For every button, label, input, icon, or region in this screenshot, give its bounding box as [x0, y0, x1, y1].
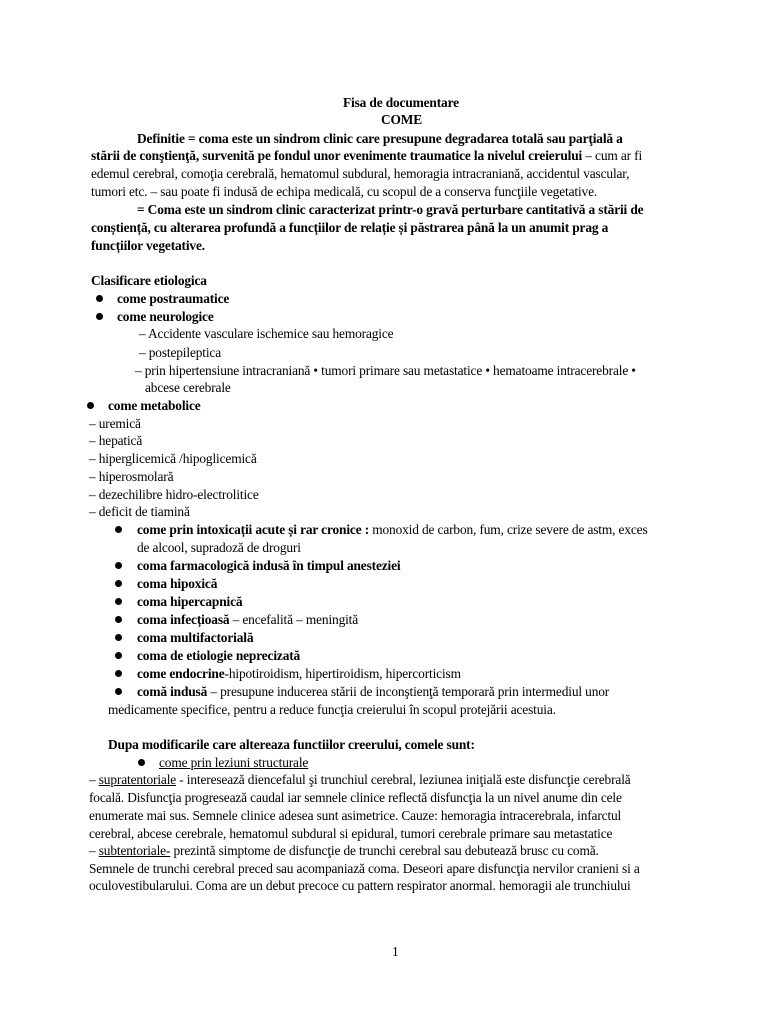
neuro-subitem-1: – Accidente vasculare ischemice sau hemoragice: [139, 326, 394, 341]
meta-subitem-1: – uremică: [89, 416, 141, 431]
item-leziuni-structurale: come prin leziuni structurale: [159, 755, 309, 770]
bullet-icon: [115, 652, 122, 659]
item-farmacologica: coma farmacologică indusă în timpul anesteziei: [137, 558, 401, 573]
subtentoriale-line-3: oculovestibularului. Coma are un debut precoce cu pattern respirator anormal. hemoragii ale trunchiului: [89, 878, 631, 893]
supratentoriale-line-4: cerebral, abcese cerebrale, hematomul subdural si epidural, tumori cerebrale primare sau metastatice: [89, 826, 613, 841]
item-endocrine: [137, 665, 461, 682]
definition-line-5: = Coma este un sindrom clinic caracterizat printr-o gravă perturbare cantitativă a stării de: [137, 202, 644, 217]
dash: –: [89, 843, 99, 858]
neuro-subitem-2: – postepileptica: [139, 345, 222, 360]
bullet-icon: [115, 562, 122, 569]
bullet-icon: [96, 295, 103, 302]
bullet-icon: [115, 598, 122, 605]
definition-line-7: funcțiilor vegetative.: [91, 238, 205, 253]
document-title: Fisa de documentare: [343, 95, 459, 110]
item-neprecizata: coma de etiologie neprecizată: [137, 648, 301, 663]
item-intoxicatii-bold: come prin intoxicații acute și rar cronice :: [137, 522, 370, 537]
meta-subitem-5: – dezechilibre hidro-electrolitice: [89, 487, 259, 502]
meta-subitem-6: – deficit de tiamină: [89, 504, 190, 519]
supratentoriale-line-1: [89, 771, 631, 788]
item-infectioasa: [137, 611, 358, 628]
definition-line-6: conștiență, cu alterarea profundă a funcțiilor de relație și păstrarea până la un anumit prag a: [91, 220, 609, 235]
meta-subitem-4: – hiperosmolară: [89, 469, 174, 484]
bullet-icon: [115, 616, 122, 623]
page-number: 1: [392, 944, 399, 959]
bullet-icon: [87, 402, 94, 409]
dash: –: [89, 772, 99, 787]
item-hipoxica: coma hipoxică: [137, 576, 218, 591]
subtentoriale-line-2: Semnele de trunchi cerebral preced sau acompaniază coma. Deseori apare disfuncţia nervilor cranieni si a: [89, 861, 640, 876]
neuro-subitem-4: abcese cerebrale: [145, 380, 231, 395]
bullet-icon: [138, 759, 145, 766]
item-intoxicatii-line-2: de alcool, supradoză de droguri: [137, 540, 301, 555]
item-indusa-line-2: medicamente specifice, pentru a reduce funcţia creierului în scopul protejării acestuia.: [108, 702, 556, 717]
term-subtentoriale: subtentoriale-: [98, 843, 171, 858]
neuro-subitem-3: – prin hipertensiune intracraniană • tumori primare sau metastatice • hematoame intracerebrale •: [135, 363, 636, 378]
item-indusa-bold: comă indusă: [137, 684, 208, 699]
item-endocrine-rest: -hipotiroidism, hipertiroidism, hipercorticism: [224, 666, 461, 681]
item-multifactoriala: coma multifactorială: [137, 630, 254, 645]
definition-line-3: edemul cerebral, comoţia cerebrală, hematomul subdural, hemoragia intracraniană, accidentul vascular,: [91, 166, 630, 181]
classification-heading: Clasificare etiologica: [91, 273, 207, 288]
definition-line-1: Definitie = coma este un sindrom clinic care presupune degradarea totală sau parţială a: [137, 131, 623, 146]
definition-line-2: [91, 147, 642, 164]
subtentoriale-text: prezintă simptome de disfuncţie de trunchi cerebral sau debutează brusc cu comă.: [170, 843, 599, 858]
document-subtitle: COME: [381, 112, 423, 127]
item-intoxicatii-rest: monoxid de carbon, fum, crize severe de astm, exces: [369, 522, 648, 537]
definition-line-4: tumori etc. – sau poate fi indusă de echipa medicală, cu scopul de a conserva funcţiile vegetative.: [91, 184, 598, 199]
item-infectioasa-rest: – encefalită – meningită: [229, 612, 359, 627]
bullet-icon: [115, 670, 122, 677]
supratentoriale-text: - interesează diencefalul şi trunchiul cerebral, leziunea iniţială este disfuncţie cerebrală: [176, 772, 631, 787]
item-metabolice: come metabolice: [108, 398, 201, 413]
bullet-icon: [115, 688, 122, 695]
section-heading-modificari: Dupa modificarile care altereaza functiilor creerului, comele sunt:: [108, 737, 475, 752]
definition-line-2-rest: – cum ar fi: [582, 148, 643, 163]
item-neurologice: come neurologice: [117, 309, 214, 324]
item-indusa-rest: – presupune inducerea stării de inconştienţă temporară prin intermediul unor: [207, 684, 610, 699]
item-indusa: [137, 683, 609, 700]
item-endocrine-bold: come endocrine: [137, 666, 225, 681]
term-supratentoriale: supratentoriale: [98, 772, 177, 787]
bullet-icon: [115, 526, 122, 533]
supratentoriale-line-3: enumerate mai sus. Semnele clinice adesea sunt asimetrice. Cauze: hemoragia intracerebrala, infarctul: [89, 808, 622, 823]
bullet-icon: [115, 634, 122, 641]
subtentoriale-line-1: [89, 842, 599, 859]
meta-subitem-3: – hiperglicemică /hipoglicemică: [89, 451, 257, 466]
item-infectioasa-bold: coma infecțioasă: [137, 612, 230, 627]
supratentoriale-line-2: focală. Disfuncţia progresează caudal iar semnele clinice reflectă disfuncţia la un nivel anume din cele: [89, 790, 622, 805]
bullet-icon: [115, 580, 122, 587]
bullet-icon: [96, 313, 103, 320]
item-postraumatice: come postraumatice: [117, 291, 230, 306]
item-hipercapnica: coma hipercapnică: [137, 594, 243, 609]
item-intoxicatii: [137, 521, 648, 538]
meta-subitem-2: – hepatică: [89, 433, 143, 448]
definition-line-2-bold: stării de conştienţă, survenită pe fondul unor evenimente traumatice la nivelul creierului: [91, 148, 583, 163]
